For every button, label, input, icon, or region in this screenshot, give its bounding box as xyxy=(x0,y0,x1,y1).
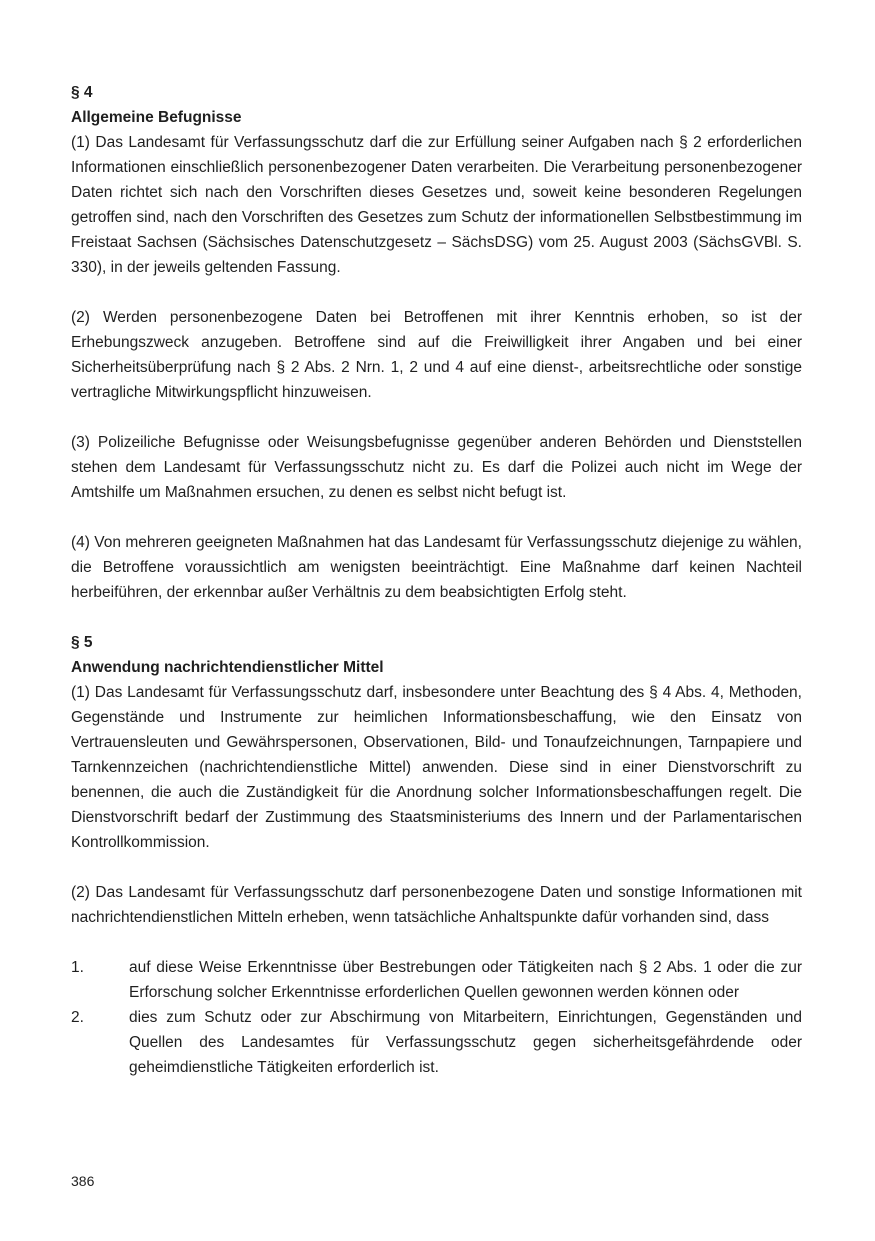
list-item xyxy=(71,955,802,1005)
spacer xyxy=(71,605,802,630)
section-4-number: § 4 xyxy=(71,84,93,101)
section-4-paragraph-4: (4) Von mehreren geeigneten Maßnahmen hat das Landesamt für Verfassungsschutz diejenige zu wählen, die Betroffene voraussichtlich am wenigsten beeinträchtigt. Eine Maßnahme darf keinen Nachteil herbeiführen, der erkennbar außer Verhältnis zu dem beabsichtigten Erfolg steht. xyxy=(71,534,802,601)
spacer xyxy=(71,280,802,305)
section-4-paragraph-3: (3) Polizeiliche Befugnisse oder Weisungsbefugnisse gegenüber anderen Behörden und Dienststellen stehen dem Landesamt für Verfassungsschutz nicht zu. Es darf die Polizei auch nicht im Wege der Amtshilfe um Maßnahmen ersuchen, zu denen es selbst nicht befugt ist. xyxy=(71,434,802,501)
section-5-number: § 5 xyxy=(71,634,93,651)
section-5-title: Anwendung nachrichtendienstlicher Mittel xyxy=(71,659,384,676)
list-item-text: dies zum Schutz oder zur Abschirmung von Mitarbeitern, Einrichtungen, Gegenständen und Quellen des Landesamtes für Verfassungsschutz gegen sicherheitsgefährdende oder geheimdienstliche Tätigkeiten erforderlich ist. xyxy=(129,1009,802,1076)
page-number: 386 xyxy=(71,1173,95,1189)
list-item-number: 2. xyxy=(71,1009,84,1026)
section-4-paragraph-1: (1) Das Landesamt für Verfassungsschutz darf die zur Erfüllung seiner Aufgaben nach § 2 erforderlichen Informationen einschließlich personenbezogener Daten verarbeiten. Die Verarbeitung personenbezogener Daten richtet sich nach den Vorschriften dieses Gesetzes und, soweit keine besonderen Regelungen getroffen sind, nach den Vorschriften des Gesetzes zum Schutz der informationellen Selbstbestimmung im Freistaat Sachsen (Sächsisches Datenschutzgesetz – SächsDSG) vom 25. August 2003 (SächsGVBl. S. 330), in der jeweils geltenden Fassung. xyxy=(71,134,802,276)
spacer xyxy=(71,855,802,880)
section-5-paragraph-2: (2) Das Landesamt für Verfassungsschutz darf personenbezogene Daten und sonstige Informationen mit nachrichtendienstlichen Mitteln erheben, wenn tatsächliche Anhaltspunkte dafür vorhanden sind, dass xyxy=(71,884,802,926)
section-5-paragraph-1: (1) Das Landesamt für Verfassungsschutz darf, insbesondere unter Beachtung des § 4 Abs. 4, Methoden, Gegenstände und Instrumente zur heimlichen Informationsbeschaffung, wie den Einsatz von Vertrauensleuten und Gewährspersonen, Observationen, Bild- und Tonaufzeichnungen, Tarnpapiere und Tarnkennzeichen (nachrichtendienstliche Mittel) anwenden. Diese sind in einer Dienstvorschrift zu benennen, die auch die Zuständigkeit für die Anordnung solcher Informationsbeschaffungen regelt. Die Dienstvorschrift bedarf der Zustimmung des Staatsministeriums des Innern und der Parlamentarischen Kontrollkommission. xyxy=(71,684,802,851)
list-item-text: auf diese Weise Erkenntnisse über Bestrebungen oder Tätigkeiten nach § 2 Abs. 1 oder die zur Erforschung solcher Erkenntnisse erforderlichen Quellen gewonnen werden können oder xyxy=(129,959,802,1001)
list-item xyxy=(71,1005,802,1080)
spacer xyxy=(71,505,802,530)
document-page xyxy=(71,80,802,1080)
spacer xyxy=(71,405,802,430)
enumerated-list xyxy=(71,955,802,1080)
spacer xyxy=(71,930,802,955)
section-4-title: Allgemeine Befugnisse xyxy=(71,109,242,126)
list-item-number: 1. xyxy=(71,959,84,976)
section-4-paragraph-2: (2) Werden personenbezogene Daten bei Betroffenen mit ihrer Kenntnis erhoben, so ist der Erhebungszweck anzugeben. Betroffene sind auf die Freiwilligkeit ihrer Angaben und bei einer Sicherheitsüberprüfung nach § 2 Abs. 2 Nrn. 1, 2 und 4 auf eine dienst-, arbeitsrechtliche oder sonstige vertragliche Mitwirkungspflicht hinzuweisen. xyxy=(71,309,802,401)
